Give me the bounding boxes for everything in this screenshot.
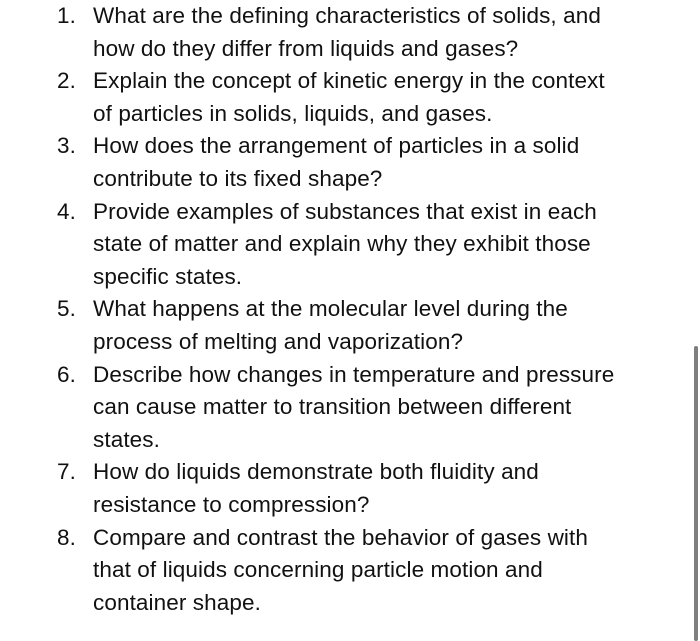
question-7-line-2: resistance to compression?	[93, 491, 370, 517]
question-6-line-1: Describe how changes in temperature and pressure	[93, 361, 615, 387]
question-6-line-3: states.	[93, 426, 160, 452]
question-1-line-2: how do they differ from liquids and gases?	[93, 35, 519, 61]
question-number-8: 8.	[57, 524, 76, 550]
question-5-line-2: process of melting and vaporization?	[93, 328, 464, 354]
question-3-line-2: contribute to its fixed shape?	[93, 165, 383, 191]
question-2-line-2: of particles in solids, liquids, and gases.	[93, 100, 493, 126]
question-item-3	[0, 130, 690, 195]
question-item-7	[0, 456, 690, 521]
question-5-line-1: What happens at the molecular level during the	[93, 296, 568, 322]
question-4-line-2: state of matter and explain why they exhibit those	[93, 231, 591, 257]
question-4-line-1: Provide examples of substances that exist in each	[93, 198, 597, 224]
question-number-5: 5.	[57, 296, 76, 322]
vertical-scrollbar[interactable]	[694, 346, 698, 641]
question-3-line-1: How does the arrangement of particles in a solid	[93, 133, 580, 159]
question-number-4: 4.	[57, 198, 76, 224]
question-number-2: 2.	[57, 68, 76, 94]
question-item-5	[0, 293, 690, 358]
question-item-8	[0, 522, 690, 620]
question-2-line-1: Explain the concept of kinetic energy in the context	[93, 68, 605, 94]
question-number-1: 1.	[57, 3, 76, 28]
question-number-3: 3.	[57, 133, 76, 159]
question-item-6	[0, 359, 690, 457]
question-1-line-1: What are the defining characteristics of solids, and	[93, 3, 601, 28]
question-7-line-1: How do liquids demonstrate both fluidity and	[93, 459, 539, 485]
question-8-line-1: Compare and contrast the behavior of gases with	[93, 524, 588, 550]
question-number-7: 7.	[57, 459, 76, 485]
question-8-line-2: that of liquids concerning particle motion and	[93, 557, 543, 583]
question-number-6: 6.	[57, 361, 76, 387]
question-4-line-3: specific states.	[93, 263, 243, 289]
question-6-line-2: can cause matter to transition between different	[93, 394, 572, 420]
question-item-2	[0, 65, 690, 130]
question-8-line-3: container shape.	[93, 589, 261, 615]
question-item-1	[0, 0, 690, 65]
question-item-4	[0, 196, 690, 294]
